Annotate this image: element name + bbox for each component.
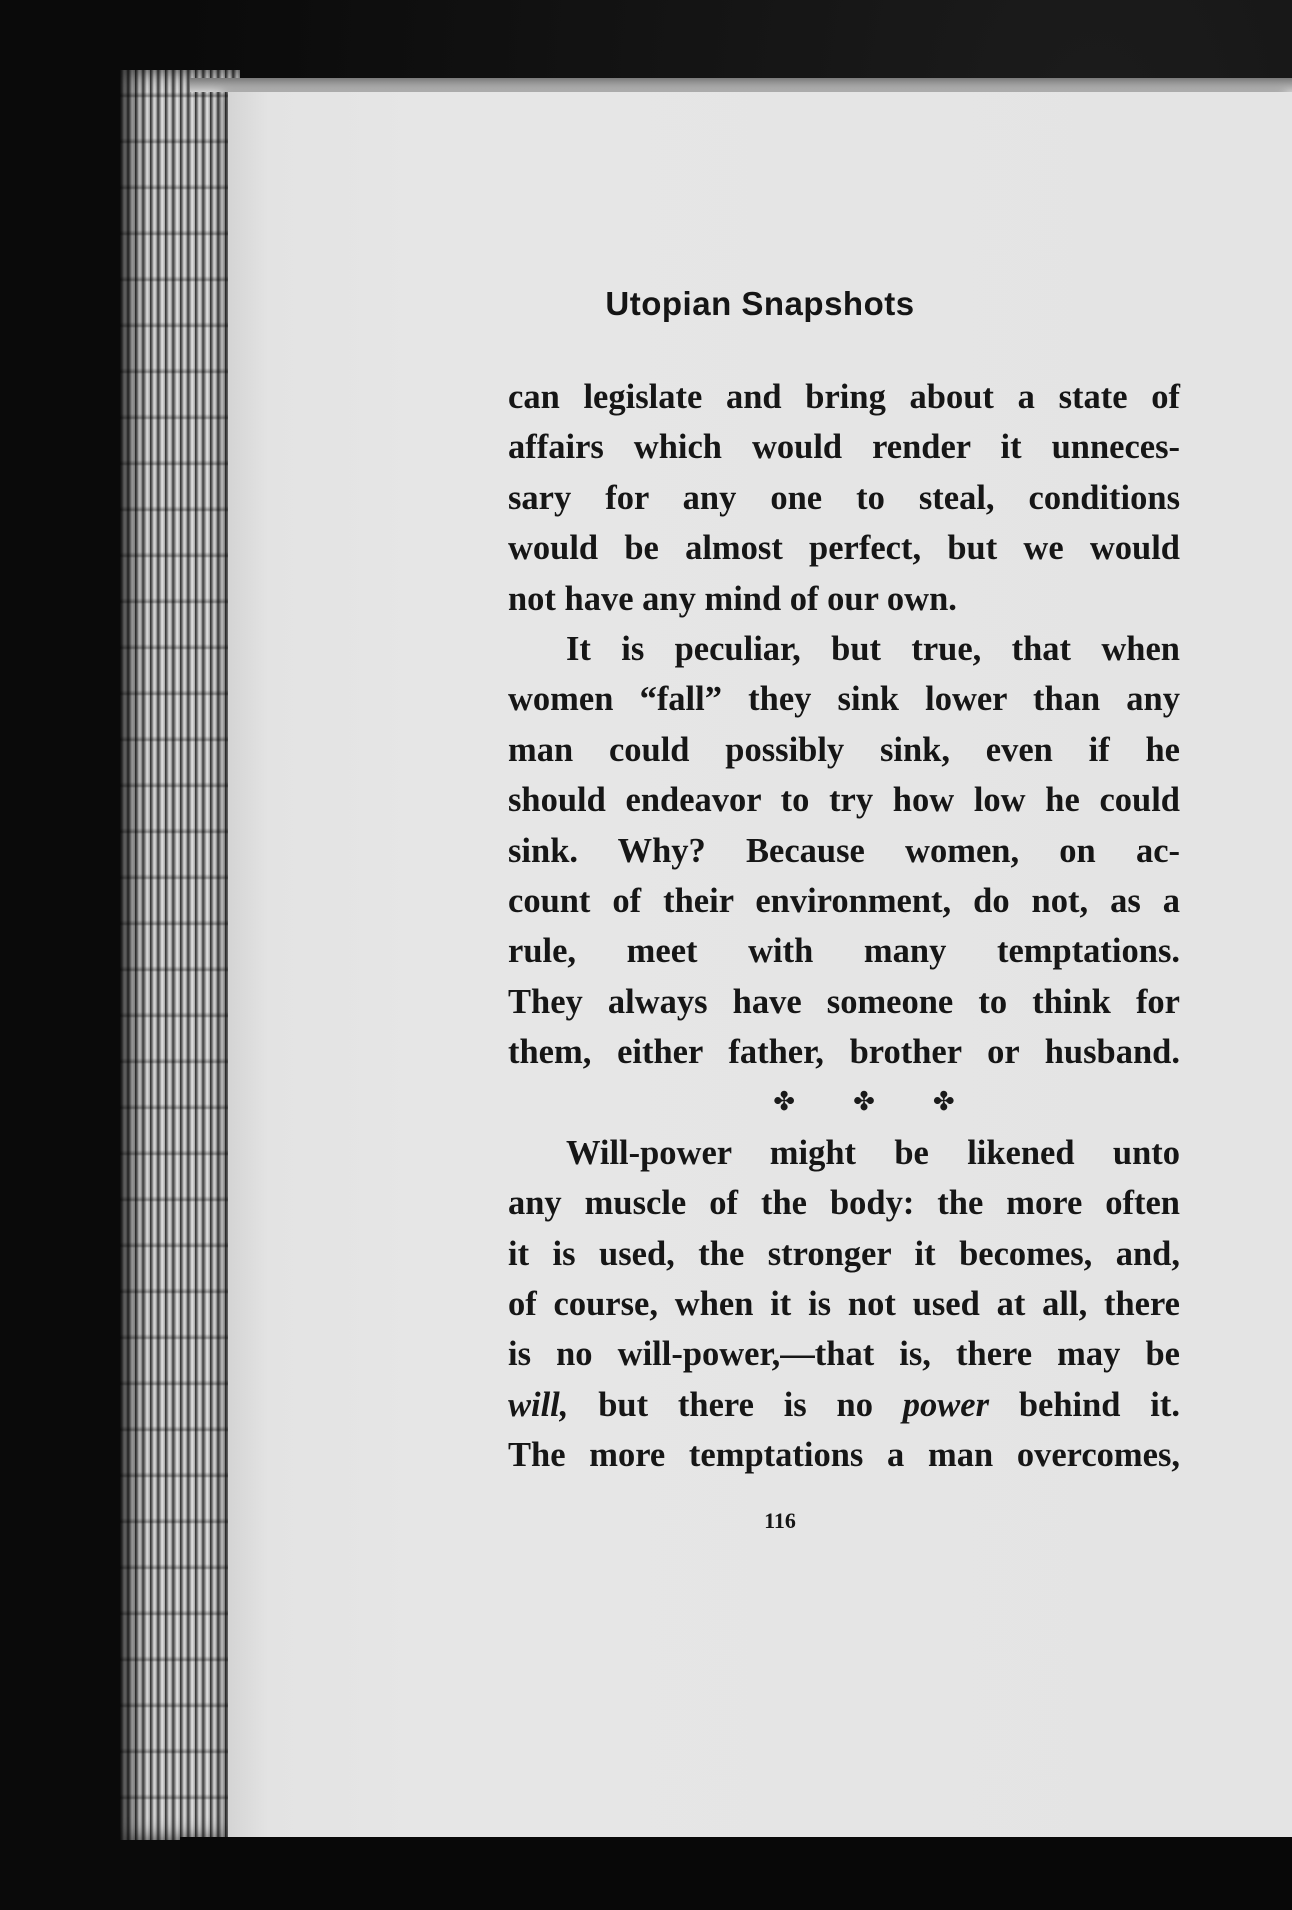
page-number: 116 [764, 1508, 796, 1533]
italic-word-power: power [902, 1385, 990, 1424]
text-line: affairs which would render it unneces- [508, 428, 1180, 467]
paragraph-2 [508, 624, 1180, 1078]
text-line: rule, meet with many temptations. [508, 932, 1180, 971]
text-line: can legislate and bring about a state of [508, 378, 1180, 416]
text-line: It is peculiar, but true, that when [566, 629, 1180, 668]
text-line: sink. Why? Because women, on ac- [508, 831, 1180, 870]
page-top-edge [190, 78, 1292, 92]
text-line: any muscle of the body: the more often [508, 1184, 1180, 1223]
ornament-icon: ✤ [853, 1087, 875, 1118]
text-span: but there is no [598, 1385, 873, 1424]
ornament-icon: ✤ [773, 1087, 796, 1118]
text-line: should endeavor to try how low he could [508, 781, 1180, 820]
stacked-page-edges [120, 70, 240, 1840]
text-line [508, 1380, 1180, 1430]
paragraph-3 [508, 1128, 1180, 1481]
text-span: behind it. [1018, 1385, 1180, 1424]
text-line: The more temptations a man overcomes, [508, 1436, 1180, 1475]
text-line: it is used, the stronger it becomes, and, [508, 1234, 1180, 1273]
paragraph-1 [508, 372, 1180, 624]
body-text [508, 372, 1180, 1481]
text-line: sary for any one to steal, conditions [508, 478, 1180, 517]
text-line: of course, when it is not used at all, there [508, 1285, 1180, 1324]
text-line: them, either father, brother or husband. [508, 1033, 1180, 1072]
italic-word-will: will, [508, 1385, 569, 1424]
text-line: is no will-power,—that is, there may be [508, 1335, 1180, 1374]
running-head: Utopian Snapshots [605, 285, 915, 322]
text-line: They always have someone to think for [508, 982, 1180, 1021]
text-line: Will-power might be likened unto [566, 1133, 1180, 1172]
text-line: count of their environment, do not, as a [508, 881, 1180, 920]
bottom-shadow [180, 1837, 1292, 1910]
text-line: not have any mind of our own. [508, 579, 957, 618]
text-line: man could possibly sink, even if he [508, 730, 1180, 769]
section-break [508, 1077, 1180, 1127]
ornament-icon: ✤ [932, 1087, 955, 1118]
text-line: would be almost perfect, but we would [508, 529, 1180, 568]
text-line: women “fall” they sink lower than any [508, 680, 1180, 719]
